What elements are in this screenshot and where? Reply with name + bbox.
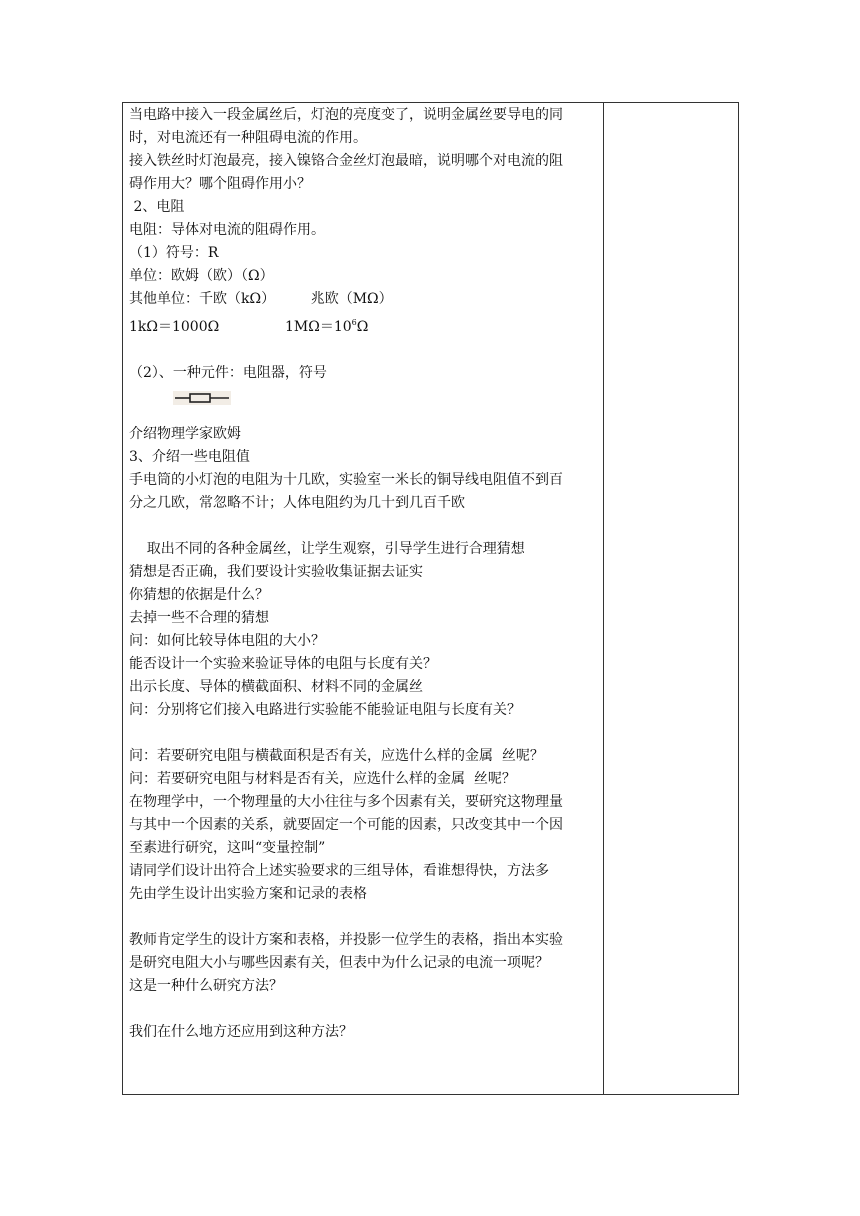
spacer bbox=[129, 339, 599, 362]
notes-cell bbox=[604, 103, 738, 1094]
text-line: 与其中一个因素的关系，就要固定一个可能的因素，只改变其中一个因 bbox=[129, 817, 563, 833]
spacer bbox=[129, 515, 599, 538]
text-line: 猜想是否正确，我们要设计实验收集证据去证实 bbox=[129, 564, 423, 580]
mega-ohm-exponent: 6 bbox=[351, 318, 357, 327]
text-line: 碍作用大？哪个阻碍作用小？ bbox=[129, 176, 311, 192]
text-line: 单位：欧姆（欧）（Ω） bbox=[129, 268, 274, 284]
text-line: （1）符号：R bbox=[129, 245, 219, 261]
component-line: （2）、一种元件：电阻器，符号 bbox=[129, 365, 327, 381]
mega-ohm-base: 1MΩ＝10 bbox=[285, 319, 352, 335]
text-line: 在物理学中，一个物理量的大小往往与多个因素有关，要研究这物理量 bbox=[129, 794, 563, 810]
text-line: 问：若要研究电阻与材料是否有关，应选什么样的金属 丝呢？ bbox=[129, 771, 516, 787]
text-line: 去掉一些不合理的猜想 bbox=[129, 610, 269, 626]
text-line: 当电路中接入一段金属丝后，灯泡的亮度变了，说明金属丝要导电的同 bbox=[129, 107, 563, 123]
text-line: 能否设计一个实验来验证导体的电阻与长度有关？ bbox=[129, 656, 437, 672]
text-line: 分之几欧，常忽略不计；人体电阻约为几十到几百千欧 bbox=[129, 495, 465, 511]
mega-ohm-unit: Ω bbox=[356, 319, 369, 335]
text-line: 时，对电流还有一种阻碍电流的作用。 bbox=[129, 130, 367, 146]
section-heading: 3、介绍一些电阻值 bbox=[129, 449, 250, 465]
text-line: 介绍物理学家欧姆 bbox=[129, 426, 241, 442]
text-line: 问：如何比较导体电阻的大小？ bbox=[129, 633, 325, 649]
text-line: 请同学们设计出符合上述实验要求的三组导体，看谁想得快，方法多 bbox=[129, 863, 549, 879]
text-line: 出示长度、导体的横截面积、材料不同的金属丝 bbox=[129, 679, 423, 695]
text-line: 问：分别将它们接入电路进行实验能不能验证电阻与长度有关？ bbox=[129, 702, 521, 718]
text-line: 取出不同的各种金属丝，让学生观察，引导学生进行合理猜想 bbox=[129, 541, 525, 557]
text-line: 电阻：导体对电流的阻碍作用。 bbox=[129, 222, 325, 238]
text-line: 其他单位：千欧（kΩ） 兆欧（MΩ） bbox=[129, 291, 393, 307]
kilo-ohm-conversion: 1kΩ＝1000Ω bbox=[129, 319, 220, 335]
spacer bbox=[129, 998, 599, 1021]
spacer bbox=[129, 722, 599, 745]
text-line: 至素进行研究，这叫“变量控制” bbox=[129, 840, 326, 856]
text-line: 接入铁丝时灯泡最亮，接入镍铬合金丝灯泡最暗，说明哪个对电流的阻 bbox=[129, 153, 563, 169]
resistor-symbol-icon bbox=[173, 391, 231, 405]
text-line: 我们在什么地方还应用到这种方法？ bbox=[129, 1024, 353, 1040]
text-line: 你猜想的依据是什么？ bbox=[129, 587, 269, 603]
text-line: 教师肯定学生的设计方案和表格，并投影一位学生的表格，指出本实验 bbox=[129, 932, 563, 948]
unit-conversion bbox=[129, 311, 599, 339]
text-line: 先由学生设计出实验方案和记录的表格 bbox=[129, 886, 367, 902]
text-line: 手电筒的小灯泡的电阻为十几欧，实验室一米长的铜导线电阻值不到百 bbox=[129, 472, 563, 488]
text-line: 是研究电阻大小与哪些因素有关，但表中为什么记录的电流一项呢？ bbox=[129, 955, 549, 971]
spacer bbox=[129, 906, 599, 929]
lesson-content bbox=[129, 104, 599, 1044]
text-line: 问：若要研究电阻与横截面积是否有关，应选什么样的金属 丝呢？ bbox=[129, 748, 544, 764]
text-line: 这是一种什么研究方法？ bbox=[129, 978, 283, 994]
section-heading: 2、电阻 bbox=[129, 199, 185, 215]
